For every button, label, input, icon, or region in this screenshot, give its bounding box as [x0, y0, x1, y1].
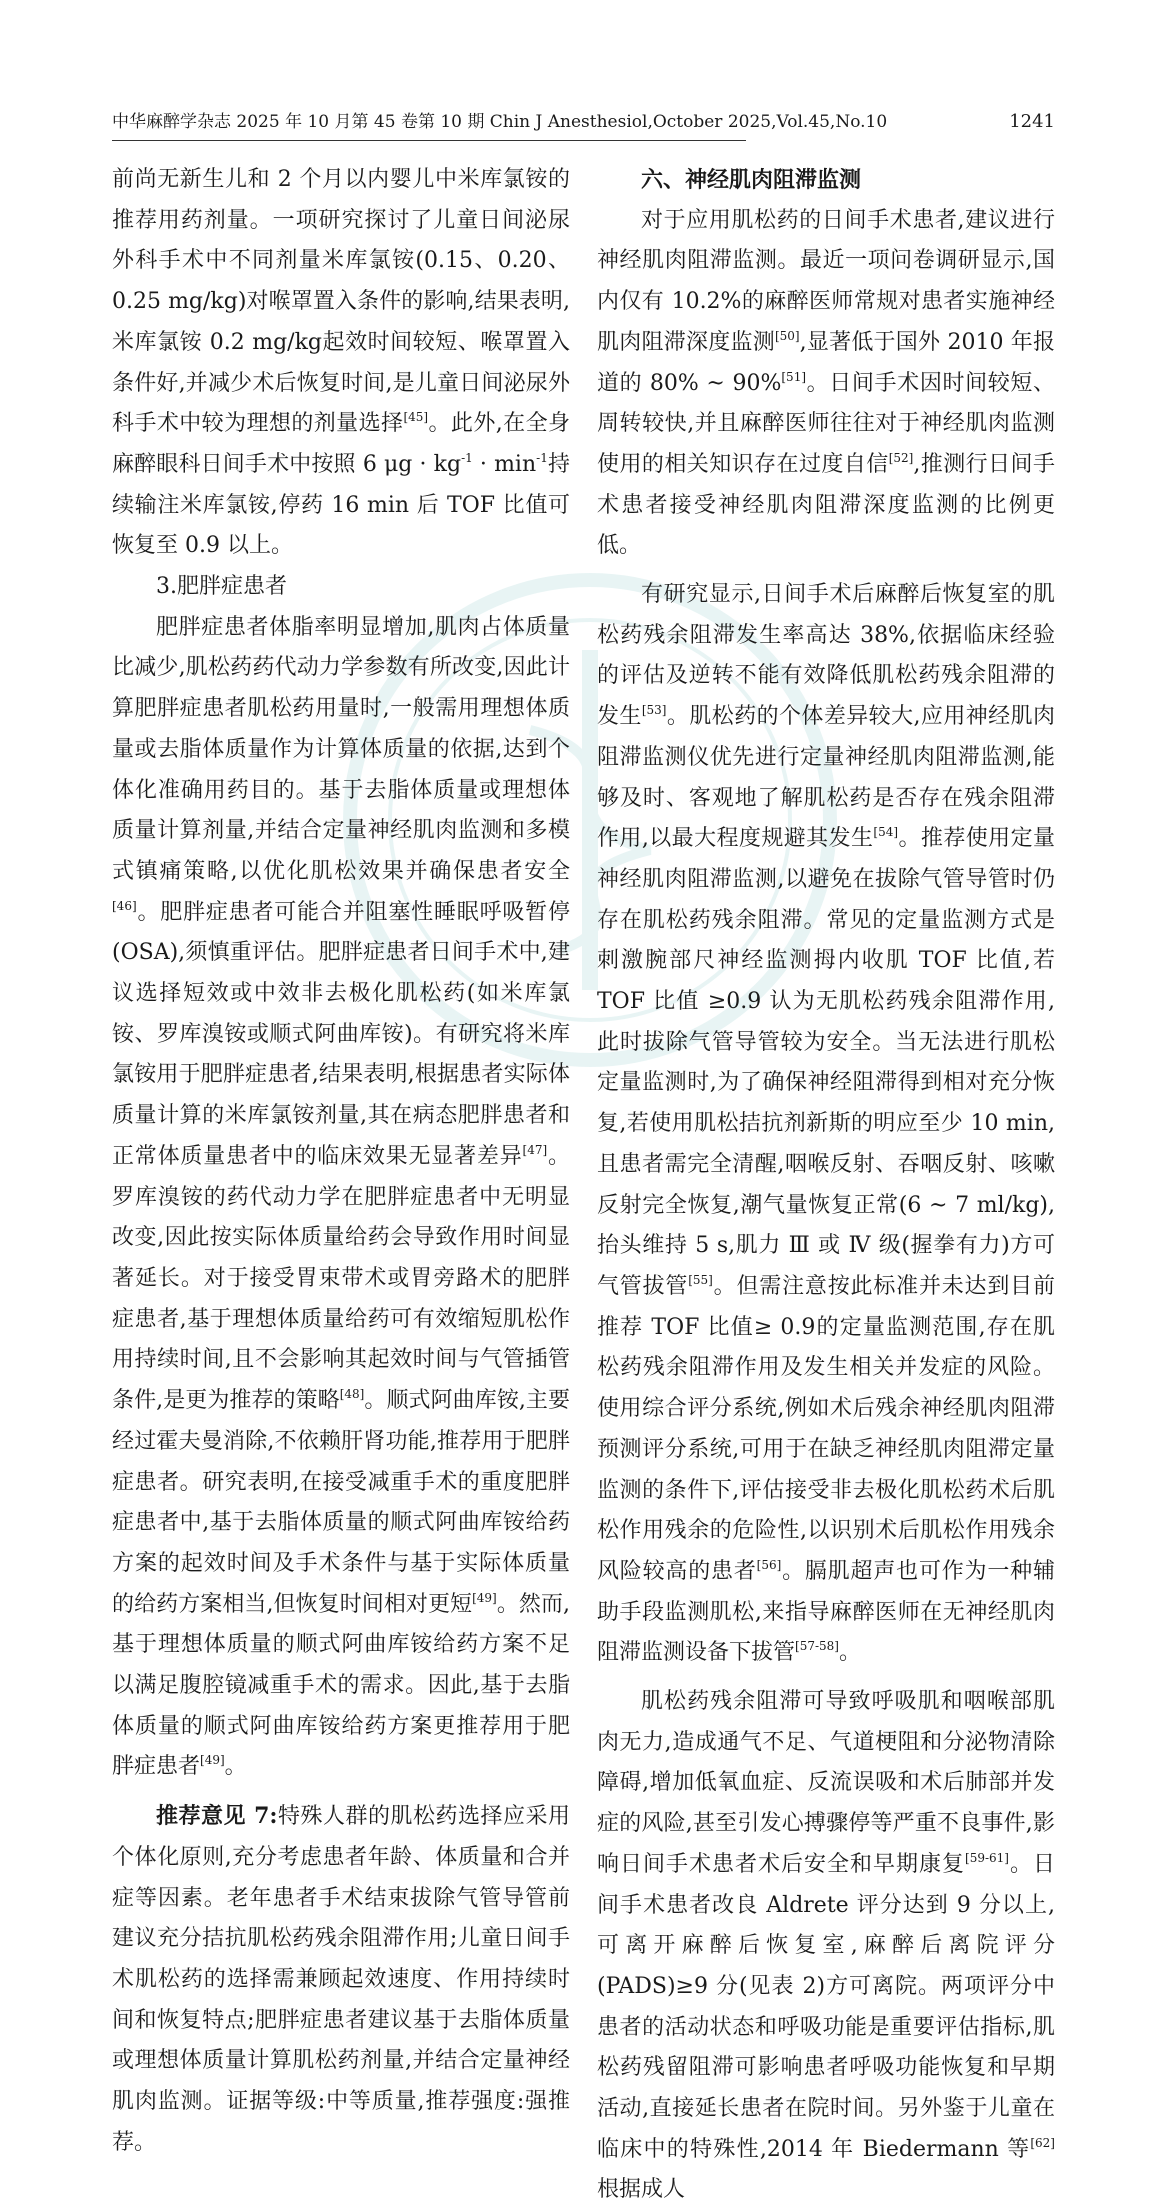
recommendation-paragraph: 推荐意见 7:特殊人群的肌松药选择应采用个体化原则,充分考虑患者年龄、体质量和合并症等因素。老年患者手术结束拔除气管导管前建议充分拮抗肌松药残余阻滞作用;儿童日间手术肌松药的选择需兼顾起效速度、作用持续时间和恢复特点;肥胖症患者建议基于去脂体质量或理想体质量计算肌松药剂量,并结合定量神经肌肉监测。证据等级:中等质量,推荐强度:强推荐。	[112, 1803, 570, 2155]
citation: [49]	[472, 1590, 497, 1605]
page-number: 1241	[1009, 111, 1055, 132]
recommendation-label: 推荐意见 7:	[156, 1803, 278, 1830]
citation: [56]	[756, 1557, 782, 1572]
paragraph: 前尚无新生儿和 2 个月以内婴儿中米库氯铵的推荐用药剂量。一项研究探讨了儿童日间泌尿外科手术中不同剂量米库氯铵(0.15、0.20、0.25 mg/kg)对喉罩置入条件的影响,结果表明,米库氯铵 0.2 mg/kg起效时间较短、喉罩置入条件好,并减少术后恢复时间,是儿童日间泌尿外科手术中较为理想的剂量选择[45]。此外,在全身麻醉眼科日间手术中按照 6 $\mu g \cdot kg^{-1} \cdot \min^{-1}$持续输注米库氯铵,停药 16 min 后 TOF 比值可恢复至 0.9 以上。	[112, 167, 570, 559]
citation: [57-58]	[795, 1639, 839, 1654]
citation: [46]	[112, 898, 137, 913]
citation: [49]	[200, 1753, 225, 1768]
citation: [47]	[522, 1142, 548, 1157]
journal-citation: 中华麻醉学杂志 2025 年 10 月第 45 卷第 10 期 Chin J Anesthesiol,October 2025,Vol.45,No.10	[112, 112, 888, 132]
citation: [50]	[774, 328, 800, 343]
citation: [59-61]	[965, 1850, 1009, 1865]
header-rule	[112, 140, 746, 141]
citation: [54]	[873, 825, 899, 840]
paragraph: 肥胖症患者体脂率明显增加,肌肉占体质量比减少,肌松药药代动力学参数有所改变,因此计算肥胖症患者肌松药用量时,一般需用理想体质量或去脂体质量作为计算体质量的依据,达到个体化准确用药目的。基于去脂体质量或理想体质量计算剂量,并结合定量神经肌肉监测和多模式镇痛策略,以优化肌松效果并确保患者安全[46]。肥胖症患者可能合并阻塞性睡眠呼吸暂停(OSA),须慎重评估。肥胖症患者日间手术中,建议选择短效或中效非去极化肌松药(如米库氯铵、罗库溴铵或顺式阿曲库铵)。有研究将米库氯铵用于肥胖症患者,结果表明,根据患者实际体质量计算的米库氯铵剂量,其在病态肥胖患者和正常体质量患者中的临床效果无显著差异[47]。罗库溴铵的药代动力学在肥胖症患者中无明显改变,因此按实际体质量给药会导致作用时间显著延长。对于接受胃束带术或胃旁路术的肥胖症患者,基于理想体质量给药可有效缩短肌松作用持续时间,且不会影响其起效时间与气管插管条件,是更为推荐的策略[48]。顺式阿曲库铵,主要经过霍夫曼消除,不依赖肝肾功能,推荐用于肥胖症患者。研究表明,在接受减重手术的重度肥胖症患者中,基于去脂体质量的顺式阿曲库铵给药方案的起效时间及手术条件与基于实际体质量的给药方案相当,但恢复时间相对更短[49]。然而,基于理想体质量的顺式阿曲库铵给药方案不足以满足腹腔镜减重手术的需求。因此,基于去脂体质量的顺式阿曲库铵给药方案更推荐用于肥胖症患者[49]。	[112, 614, 571, 1780]
citation: [45]	[403, 410, 429, 425]
paragraph: 对于应用肌松药的日间手术患者,建议进行神经肌肉阻滞监测。最近一项问卷调研显示,国内仅有 10.2%的麻醉医师常规对患者实施神经肌肉阻滞深度监测[50],显著低于国外 2010 年报道的 80% ~ 90%[51]。日间手术因时间较短、周转较快,并且麻醉医师往往对于神经肌肉监测使用的相关知识存在过度自信[52],推测行日间手术患者接受神经肌肉阻滞深度监测的比例更低。	[597, 207, 1055, 559]
citation: [62]	[1030, 2135, 1055, 2150]
citation: [51]	[781, 369, 807, 384]
left-column	[112, 160, 570, 2163]
citation: [52]	[888, 450, 914, 465]
right-column	[597, 160, 1055, 2211]
paragraph: 有研究显示,日间手术后麻醉后恢复室的肌松药残余阻滞发生率高达 38%,依据临床经验的评估及逆转不能有效降低肌松药残余阻滞的发生[53]。肌松药的个体差异较大,应用神经肌肉阻滞监测仪优先进行定量神经肌肉阻滞监测,能够及时、客观地了解肌松药是否存在残余阻滞作用,以最大程度规避其发生[54]。推荐使用定量神经肌肉阻滞监测,以避免在拔除气管导管时仍存在肌松药残余阻滞。常见的定量监测方式是刺激腕部尺神经监测拇内收肌 TOF 比值,若 TOF 比值 ≥0.9 认为无肌松药残余阻滞作用,此时拔除气管导管较为安全。当无法进行肌松定量监测时,为了确保神经阻滞得到相对充分恢复,若使用肌松拮抗剂新斯的明应至少 10 min,且患者需完全清醒,咽喉反射、吞咽反射、咳嗽反射完全恢复,潮气量恢复正常(6 ~ 7 ml/kg),抬头维持 5 s,肌力 Ⅲ 或 Ⅳ 级(握拳有力)方可气管拔管[55]。但需注意按此标准并未达到目前推荐 TOF 比值≥ 0.9的定量监测范围,存在肌松药残余阻滞作用及发生相关并发症的风险。使用综合评分系统,例如术后残余神经肌肉阻滞预测评分系统,可用于在缺乏神经肌肉阻滞定量监测的条件下,评估接受非去极化肌松药术后肌松作用残余的危险性,以识别术后肌松作用残余风险较高的患者[56]。膈肌超声也可作为一种辅助手段监测肌松,来指导麻醉医师在无神经肌肉阻滞监测设备下拔管[57-58]。	[597, 582, 1055, 1666]
citation: [48]	[339, 1387, 365, 1402]
subsection-heading: 3.肥胖症患者	[156, 574, 287, 600]
citation: [53]	[641, 703, 667, 718]
section-heading: 六、神经肌肉阻滞监测	[641, 167, 862, 193]
paragraph: 肌松药残余阻滞可导致呼吸肌和咽喉部肌肉无力,造成通气不足、气道梗阻和分泌物清除障碍,增加低氧血症、反流误吸和术后肺部并发症的风险,甚至引发心搏骤停等严重不良事件,影响日间手术患者术后安全和早期康复[59-61]。日间手术患者改良 Aldrete 评分达到 9 分以上,可离开麻醉后恢复室,麻醉后离院评分(PADS)≥9 分(见表 2)方可离院。两项评分中患者的活动状态和呼吸功能是重要评估指标,肌松药残留阻滞可影响患者呼吸功能恢复和早期活动,直接延长患者在院时间。另外鉴于儿童在临床中的特殊性,2014 年 Biedermann 等[62]根据成人	[597, 1689, 1055, 2203]
running-header	[112, 102, 1055, 142]
citation: [55]	[688, 1272, 713, 1287]
